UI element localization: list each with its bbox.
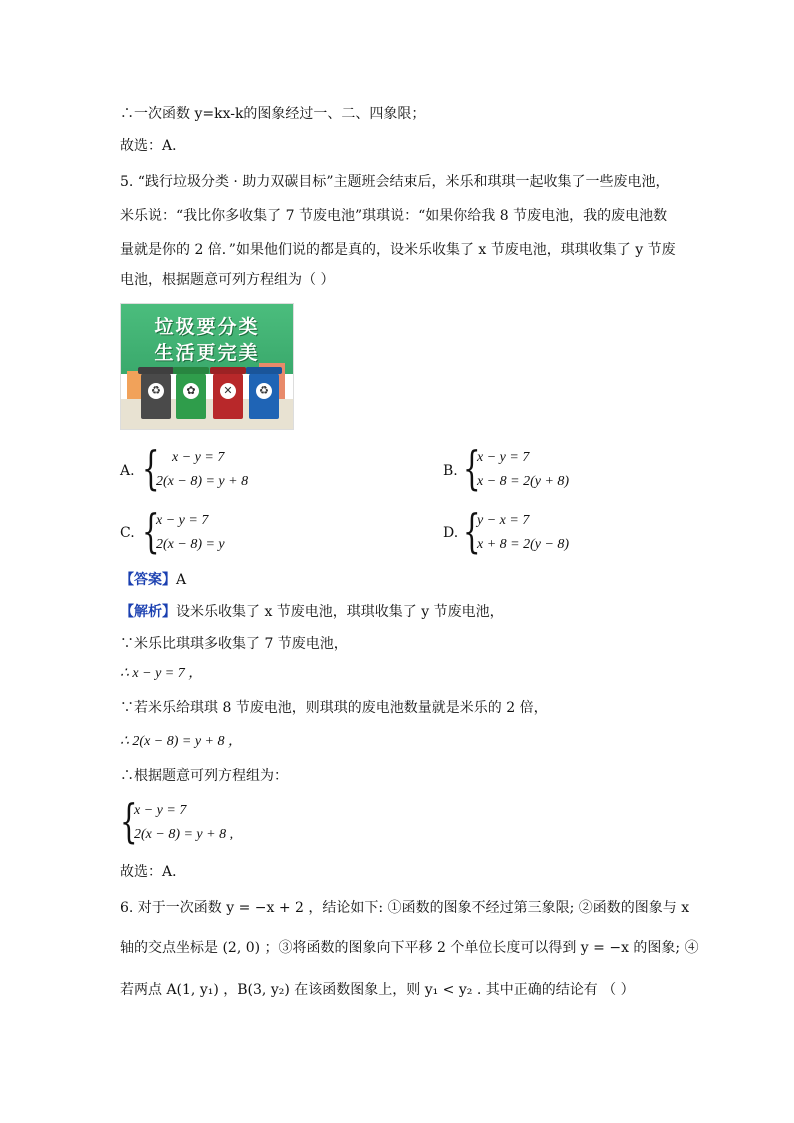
- analysis-system: [120, 794, 320, 848]
- equation: x − y = 7: [477, 450, 530, 465]
- option-a-label: A.: [120, 463, 135, 479]
- option-a-system: [142, 441, 302, 495]
- analysis-text: ∴根据题意可列方程组为：: [120, 768, 288, 784]
- analysis-label: 【解析】: [120, 604, 176, 620]
- green-bin-icon: [176, 373, 206, 419]
- text-line: 故选：A．: [120, 138, 187, 154]
- analysis-text: 故选：A．: [120, 864, 187, 880]
- brace: {: [142, 504, 160, 558]
- equation: x − y = 7: [172, 450, 225, 465]
- question-5-text: 电池，根据题意可列方程组为（ ）: [120, 272, 335, 288]
- brace: {: [463, 504, 481, 558]
- poster-title: 垃圾要分类: [154, 316, 260, 338]
- analysis-line: [120, 602, 504, 622]
- analysis-text: ∵米乐比琪琪多收集了 7 节废电池，: [120, 636, 348, 652]
- option-b-label: B.: [443, 463, 458, 479]
- text-line: ∴一次函数 y=kx-k的图象经过一、二、四象限；: [120, 106, 426, 122]
- recycle-icon: ♻: [256, 383, 272, 399]
- brace: {: [463, 441, 481, 495]
- question-6-text: 若两点 A(1, y₁) ，B(3, y₂) 在该函数图象上，则 y₁ < y₂ . 其中正确的结论有 （ ）: [120, 982, 635, 998]
- analysis-text: 设米乐收集了 x 节废电池，琪琪收集了 y 节废电池，: [176, 604, 504, 620]
- brace: {: [142, 441, 160, 495]
- question-5-text: 量就是你的 2 倍．”如果他们说的都是真的，设米乐收集了 x 节废电池，琪琪收集了 y 节废: [120, 242, 676, 258]
- question-6-text: 6. 对于一次函数 y = −x + 2 ，结论如下: ①函数的图象不经过第三象限; ②函数的图象与 x: [120, 900, 690, 916]
- equation: y − x = 7: [477, 513, 530, 528]
- question-6-text: 轴的交点坐标是 (2, 0) ；③将函数的图象向下平移 2 个单位长度可以得到 y = −x 的图象; ④: [120, 940, 699, 956]
- gray-bin-icon: [141, 373, 171, 419]
- answer-label: 【答案】: [120, 572, 176, 588]
- equation: x + 8 = 2(y − 8): [477, 537, 570, 552]
- equation: x − y = 7: [156, 513, 209, 528]
- leaf-icon: ✿: [183, 383, 199, 399]
- recycling-poster-image: [120, 303, 294, 430]
- option-b-system: [463, 441, 623, 495]
- equation: 2(x − 8) = y: [156, 537, 225, 552]
- option-d-system: [463, 504, 623, 558]
- equation: 2(x − 8) = y + 8: [156, 474, 249, 489]
- analysis-text: ∵若米乐给琪琪 8 节废电池，则琪琪的废电池数量就是米乐的 2 倍，: [120, 700, 548, 716]
- option-c-system: [142, 504, 302, 558]
- analysis-text: ∴ 2(x − 8) = y + 8 ，: [120, 734, 243, 749]
- answer-value: A: [176, 572, 187, 588]
- hazard-icon: ✕: [220, 383, 236, 399]
- equation: x − 8 = 2(y + 8): [477, 474, 570, 489]
- question-5-text: 米乐说：“我比你多收集了 7 节废电池”琪琪说：“如果你给我 8 节废电池，我的废电池数: [120, 208, 668, 224]
- option-c-label: C.: [120, 525, 135, 541]
- equation: x − y = 7: [134, 803, 187, 818]
- blue-bin-icon: [249, 373, 279, 419]
- poster-title: 生活更完美: [154, 342, 260, 364]
- brace: {: [120, 794, 138, 848]
- question-5-text: 5. “践行垃圾分类 · 助力双碳目标”主题班会结束后，米乐和琪琪一起收集了一些废电池，: [120, 174, 670, 190]
- red-bin-icon: [213, 373, 243, 419]
- option-d-label: D.: [443, 525, 459, 541]
- equation: 2(x − 8) = y + 8 ,: [134, 827, 234, 842]
- answer-line: [120, 570, 186, 590]
- recycle-icon: ♻: [148, 383, 164, 399]
- analysis-text: ∴ x − y = 7 ，: [120, 666, 203, 681]
